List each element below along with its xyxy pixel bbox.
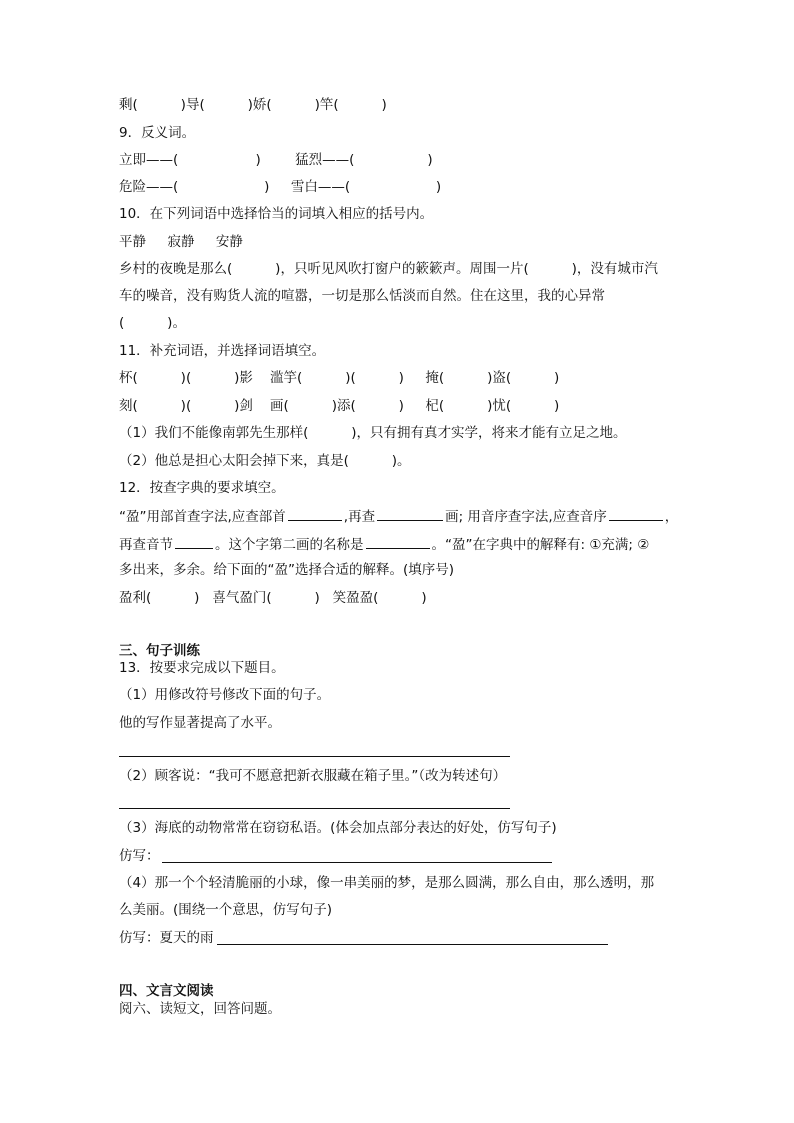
question-11-title: 11．补充词语，并选择词语填空。 [119, 343, 326, 359]
antonym-line-2: 危险——( ) 雪白——( ) [119, 179, 442, 195]
answer-blank[interactable] [366, 534, 430, 549]
char-bracket-line: 剩( )导( )娇( )竿( ) [119, 97, 387, 113]
question-9-title: 9．反义词。 [119, 125, 196, 141]
dict-text-a: “盈”用部首查字法,应查部首 [119, 509, 286, 525]
reading-instruction: 阅六、读短文，回答问题。 [119, 1001, 281, 1017]
question-10-title: 10．在下列词语中选择恰当的词填入相应的括号内。 [119, 206, 434, 222]
passage-line-2: 车的噪音，没有购货人流的喧嚣，一切是那么恬淡而自然。住在这里，我的心异常 [119, 288, 605, 304]
dict-text-c: 画; 用音序查字法,应查音序 [445, 509, 607, 525]
answer-blank[interactable] [609, 506, 663, 521]
answer-blank[interactable] [288, 506, 342, 521]
idiom-line-2: 刻( )( )剑 画( )添( ) 杞( )忧( ) [119, 398, 560, 414]
imitate-label-1: 仿写： [119, 848, 160, 864]
q13-part-3: （3）海底的动物常常在窃窃私语。(体会加点部分表达的好处，仿写句子) [119, 820, 557, 836]
q13-part-1: （1）用修改符号修改下面的句子。 [119, 687, 331, 703]
idiom-line-1: 杯( )( )影 滥竽( )( ) 掩( )盗( ) [119, 370, 560, 386]
q13-part-4-line-1: （4）那一个个轻清脆丽的小球，像一串美丽的梦，是那么圆满，那么自由，那么透明，那 [119, 875, 655, 891]
answer-line[interactable] [217, 944, 608, 945]
answer-blank[interactable] [377, 506, 443, 521]
answer-line[interactable] [162, 862, 552, 863]
dictionary-line-1 [119, 506, 678, 526]
idiom-fill-2: （2）他总是担心太阳会掉下来，真是( )。 [119, 453, 411, 469]
word-choices: 平静 寂静 安静 [119, 234, 243, 250]
dict-text-g: 。“盈”在字典中的解释有: ①充满; ② [431, 537, 650, 553]
dictionary-line-2 [119, 534, 649, 554]
answer-line[interactable] [119, 808, 510, 809]
dict-text-f: 。这个字第二画的名称是 [215, 537, 364, 553]
q13-sentence: 他的写作显著提高了水平。 [119, 715, 281, 731]
passage-line-3: ( )。 [119, 315, 186, 331]
imitate-label-2: 仿写：夏天的雨 [119, 930, 214, 946]
passage-line-1: 乡村的夜晚是那么( )，只听见风吹打窗户的簌簌声。周围一片( )，没有城市汽 [119, 261, 658, 277]
section-3-heading: 三、句子训练 [119, 643, 200, 659]
q13-part-4-line-2: 么美丽。(围绕一个意思，仿写句子) [119, 902, 333, 918]
dict-text-d: ， [664, 509, 679, 525]
dict-text-e: 再查音节 [119, 537, 173, 553]
dictionary-line-3: 多出来，多余。给下面的“盈”选择合适的解释。(填序号) [119, 562, 455, 578]
idiom-fill-1: （1）我们不能像南郭先生那样( )，只有拥有真才实学，将来才能有立足之地。 [119, 425, 627, 441]
section-4-heading: 四、文言文阅读 [119, 983, 214, 999]
dict-text-b: ,再查 [343, 509, 376, 525]
answer-line[interactable] [119, 756, 510, 757]
antonym-line-1: 立即——( ) 猛烈——( ) [119, 152, 433, 168]
question-12-title: 12．按查字典的要求填空。 [119, 480, 285, 496]
ying-meaning-line: 盈利( ) 喜气盈门( ) 笑盈盈( ) [119, 590, 427, 606]
question-13-title: 13．按要求完成以下题目。 [119, 660, 285, 676]
q13-part-2: （2）顾客说：“我可不愿意把新衣服藏在箱子里。”（改为转述句） [119, 768, 507, 784]
answer-blank[interactable] [175, 534, 213, 549]
